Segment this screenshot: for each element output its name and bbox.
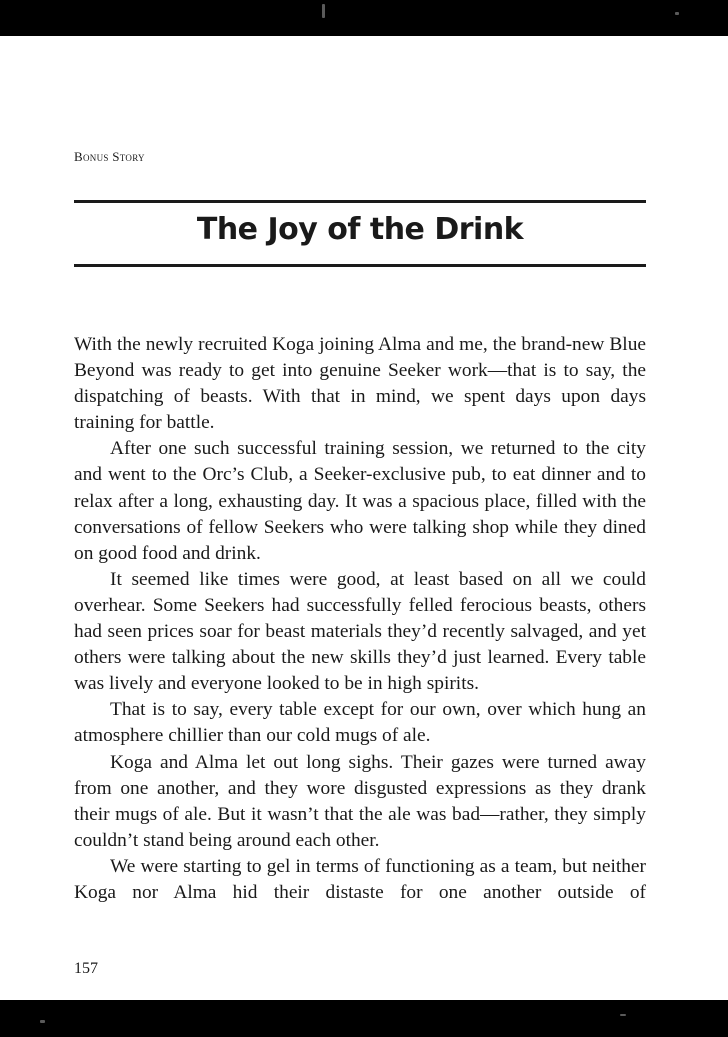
paragraph: With the newly recruited Koga joining Alma and me, the brand-new Blue Beyond was ready to get into genuine Seeker work—that is to say, the dispatching of beasts. With that in mind, we spent days upon days training for battle. (74, 334, 646, 434)
title-rule-top (74, 200, 646, 203)
paragraph: We were starting to gel in terms of functioning as a team, but neither Koga nor Alma hid their distaste for one another outside of (74, 855, 646, 903)
page-number: 157 (74, 960, 98, 977)
scan-speck (322, 4, 325, 18)
paragraph: After one such successful training session, we returned to the city and went to the Orc’s Club, a Seeker-exclusive pub, to eat dinner and to relax after a long, exhausting day. It was a spacious place, filled with the conversations of fellow Seekers who were talking shop while they dined on good food and drink. (74, 438, 646, 564)
scan-border-top (0, 0, 728, 36)
scan-speck (620, 1014, 626, 1016)
section-label: Bonus Story (74, 149, 145, 164)
scan-border-bottom (0, 1000, 728, 1037)
scan-speck (40, 1020, 45, 1023)
scan-speck (675, 12, 679, 15)
paragraph: That is to say, every table except for our own, over which hung an atmosphere chillier than our cold mugs of ale. (74, 699, 646, 747)
book-page (0, 36, 728, 1000)
body-text (74, 332, 646, 906)
title-rule-bottom (74, 264, 646, 267)
paragraph: Koga and Alma let out long sighs. Their gazes were turned away from one another, and they wore disgusted expressions as they drank their mugs of ale. But it wasn’t that the ale was bad—rather, they simply couldn’t stand being around each other. (74, 751, 646, 851)
paragraph: It seemed like times were good, at least based on all we could overhear. Some Seekers had successfully felled ferocious beasts, others had seen prices soar for beast materials they’d recently salvaged, and yet others were talking about the new skills they’d just learned. Every table was lively and everyone looked to be in high spirits. (74, 568, 646, 695)
chapter-title: The Joy of the Drink (196, 212, 524, 247)
